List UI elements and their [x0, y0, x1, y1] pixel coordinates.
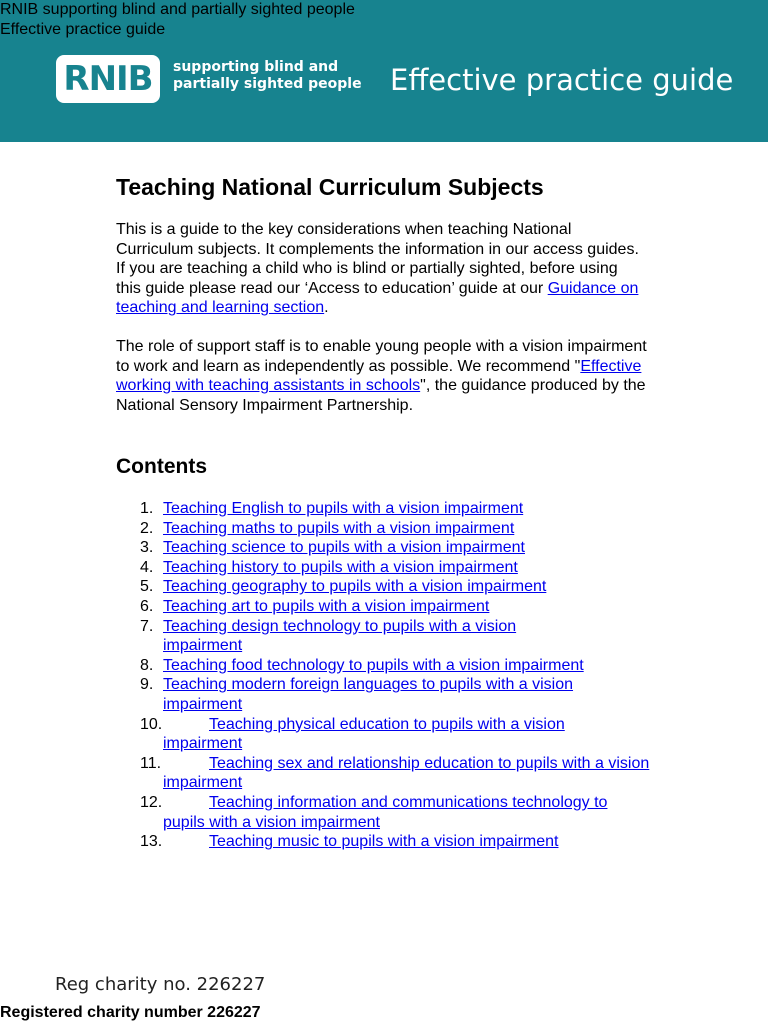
teaching-assistants-link[interactable]: Effective working with teaching assistants in schools — [116, 357, 642, 395]
logo-text: RNIB — [63, 59, 153, 99]
contents-item — [116, 656, 656, 676]
page-title: Teaching National Curriculum Subjects — [116, 174, 544, 200]
contents-item — [116, 577, 656, 597]
guide-title: Effective practice guide — [390, 63, 734, 97]
contents-link[interactable]: Teaching history to pupils with a vision impairment — [163, 558, 518, 576]
contents-link[interactable]: Teaching science to pupils with a vision impairment — [163, 539, 525, 557]
contents-heading: Contents — [116, 455, 207, 478]
contents-item — [116, 617, 573, 656]
logo-tagline — [173, 59, 373, 93]
item-number: 2. — [140, 519, 154, 537]
contents-item — [116, 832, 656, 852]
contents-item — [116, 499, 656, 519]
registered-charity-text: Registered charity number 226227 — [0, 1004, 261, 1021]
contents-link[interactable]: Teaching geography to pupils with a vision impairment — [163, 578, 547, 596]
item-number: 5. — [140, 578, 154, 596]
contents-link[interactable]: Teaching art to pupils with a vision impairment — [163, 597, 490, 615]
contents-link[interactable]: Teaching food technology to pupils with a vision impairment — [163, 656, 584, 674]
contents-item — [116, 519, 656, 539]
intro-text: This is a guide to the key considerations when teaching National Curriculum subjects. It complements the information in our access guides. If you are teaching a child who is blind or partially sighted, before using this guide please read our ‘Access to education’ guide at our — [116, 221, 639, 297]
contents-link[interactable]: Teaching sex and relationship education to pupils with a vision impairment — [163, 754, 650, 792]
support-text: The role of support staff is to enable young people with a vision impairment to work and learn as independently as possible. We recommend " — [116, 338, 647, 375]
contents-item — [116, 597, 656, 617]
reg-charity-text: Reg charity no. 226227 — [55, 974, 266, 995]
tagline-line-2: partially sighted people — [173, 76, 362, 92]
rnib-logo — [56, 55, 160, 103]
header-alt-text-2: Effective practice guide — [0, 21, 166, 38]
item-number: 13. — [140, 833, 163, 851]
contents-link[interactable]: Teaching physical education to pupils with a vision impairment — [163, 715, 565, 753]
contents-item — [116, 715, 623, 754]
contents-link[interactable]: Teaching maths to pupils with a vision impairment — [163, 519, 515, 537]
header-alt-text-1: RNIB supporting blind and partially sighted people — [0, 1, 355, 18]
item-number: 9. — [140, 676, 154, 694]
main-content — [116, 170, 676, 851]
contents-link[interactable]: Teaching information and communications technology to pupils with a vision impairment — [163, 793, 608, 831]
item-number: 11. — [140, 754, 162, 772]
contents-item — [116, 538, 656, 558]
contents-link[interactable]: Teaching modern foreign languages to pupils with a vision impairment — [163, 676, 574, 713]
contents-list — [116, 499, 656, 852]
contents-link[interactable]: Teaching music to pupils with a vision impairment — [209, 833, 559, 851]
support-end: ", the guidance produced by the National Sensory Impairment Partnership. — [116, 377, 646, 414]
item-number: 10. — [140, 715, 163, 733]
contents-item — [116, 558, 656, 578]
contents-link[interactable]: Teaching English to pupils with a vision impairment — [163, 500, 524, 517]
item-number: 7. — [140, 617, 154, 635]
item-number: 1. — [140, 500, 154, 517]
tagline-line-1: supporting blind and — [173, 59, 339, 75]
item-number: 3. — [140, 539, 154, 557]
contents-item — [116, 754, 653, 793]
item-number: 8. — [140, 656, 154, 674]
item-number: 4. — [140, 558, 154, 576]
contents-link[interactable]: Teaching design technology to pupils with a vision impairment — [163, 617, 517, 655]
item-number: 12. — [140, 793, 163, 811]
item-number: 6. — [140, 597, 154, 615]
intro-end: . — [324, 299, 329, 317]
support-staff-paragraph — [116, 337, 661, 415]
contents-item — [116, 675, 633, 714]
contents-item — [116, 793, 653, 832]
guidance-link[interactable]: Guidance on teaching and learning section — [116, 279, 639, 317]
intro-paragraph — [116, 220, 646, 318]
